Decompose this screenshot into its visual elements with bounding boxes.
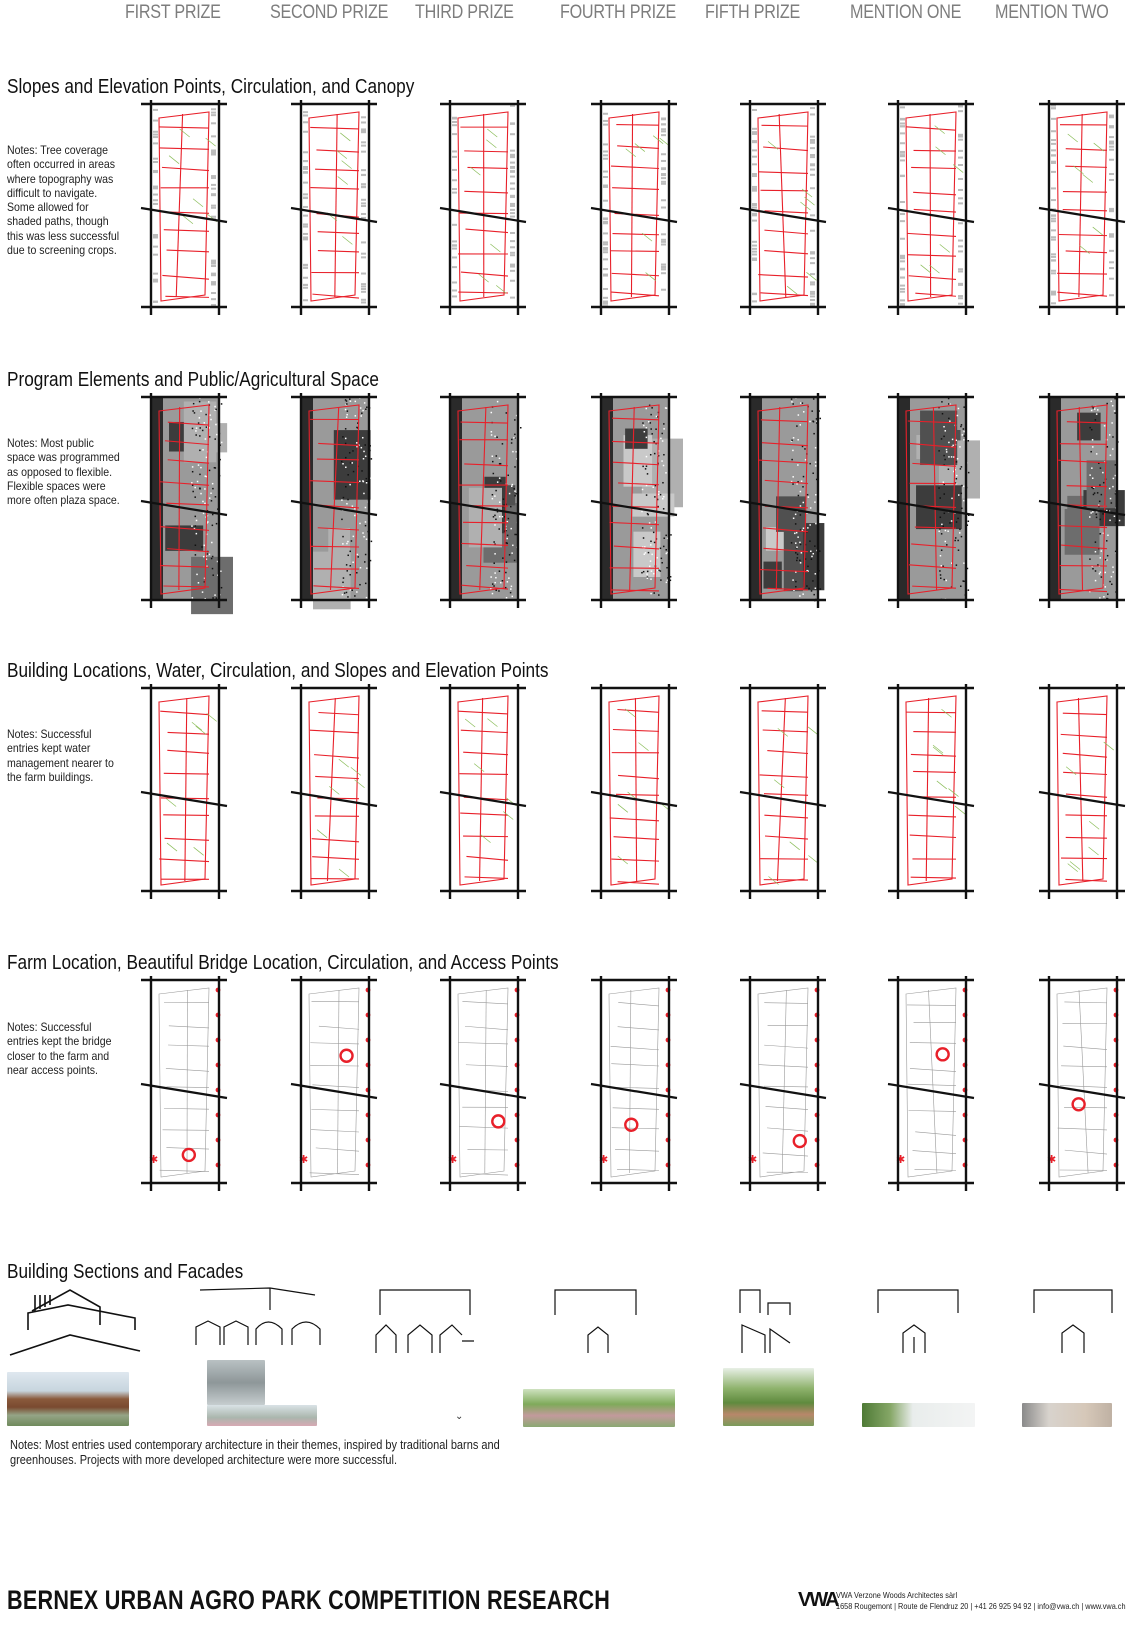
- section-title: Slopes and Elevation Points, Circulation, and Canopy: [7, 76, 415, 98]
- site-plan-diagram: [289, 94, 383, 325]
- column-header-mention-one: MENTION ONE: [850, 2, 962, 23]
- firm-address: 1658 Rougemont | Route de Flendruz 20 | +41 26 925 94 92 | info@vwa.ch | www.vwa.ch: [836, 1601, 1126, 1611]
- svg-text:✱: ✱: [896, 1153, 906, 1166]
- site-plan-diagram: [438, 678, 532, 909]
- section-sketch: [1034, 1290, 1112, 1353]
- svg-text:✱: ✱: [1047, 1153, 1057, 1166]
- rendering-image: [207, 1360, 265, 1405]
- site-plan-diagram: [589, 970, 683, 1201]
- building-sections-row: [0, 1285, 1135, 1455]
- site-plan-diagram: [886, 970, 980, 1201]
- site-plan-diagram: [886, 678, 980, 909]
- site-plan-diagram: [589, 94, 683, 325]
- site-plan-diagram: [886, 94, 980, 325]
- site-plan-diagram: [438, 94, 532, 325]
- section-sketch: [878, 1290, 958, 1353]
- rendering-image: [1022, 1403, 1112, 1427]
- site-plan-diagram: [438, 970, 532, 1201]
- section-notes: Notes: Successful entries kept water management nearer to the farm buildings.: [7, 727, 114, 784]
- site-plan-diagram: [1037, 970, 1131, 1201]
- column-header-fourth-prize: FOURTH PRIZE: [560, 2, 676, 23]
- site-plan-diagram: [139, 94, 233, 325]
- rendering-image: [7, 1372, 129, 1426]
- column-header-mention-two: MENTION TWO: [995, 2, 1109, 23]
- site-plan-diagram: [738, 678, 832, 909]
- site-plan-diagram: [289, 970, 383, 1201]
- column-header-third-prize: THIRD PRIZE: [415, 2, 514, 23]
- section-title: Farm Location, Beautiful Bridge Location, Circulation, and Access Points: [7, 952, 559, 974]
- section-sketch: [376, 1290, 474, 1353]
- site-plan-diagram: [589, 678, 683, 909]
- rendering-image: [207, 1405, 317, 1426]
- column-header-second-prize: SECOND PRIZE: [270, 2, 389, 23]
- section-notes: Notes: Most public space was programmed as opposed to flexible. Flexible spaces were more often plaza space.: [7, 436, 120, 508]
- site-plan-diagram: [139, 678, 233, 909]
- section-sketch: [196, 1288, 320, 1345]
- site-plan-diagram: [738, 94, 832, 325]
- column-header-first-prize: FIRST PRIZE: [125, 2, 221, 23]
- site-plan-diagram: [289, 678, 383, 909]
- column-header-fifth-prize: FIFTH PRIZE: [705, 2, 800, 23]
- section-sketch: [740, 1290, 790, 1353]
- section-title: Building Locations, Water, Circulation, and Slopes and Elevation Points: [7, 660, 549, 682]
- site-plan-diagram: [738, 387, 832, 618]
- site-plan-diagram: [886, 387, 980, 618]
- svg-text:✱: ✱: [599, 1153, 609, 1166]
- section-title: Program Elements and Public/Agricultural Space: [7, 369, 379, 391]
- section-sketch: [555, 1290, 636, 1353]
- svg-text:✱: ✱: [149, 1153, 159, 1166]
- site-plan-diagram: [1037, 387, 1131, 618]
- site-plan-diagram: [1037, 94, 1131, 325]
- site-plan-diagram: [438, 387, 532, 618]
- section-notes: Notes: Tree coverage often occurred in areas where topography was difficult to navigate. Some allowed for shaded paths, though this was less successful due to screening crops.: [7, 143, 120, 258]
- section-sketch: [10, 1290, 140, 1355]
- page-title: BERNEX URBAN AGRO PARK COMPETITION RESEARCH: [7, 1585, 611, 1615]
- site-plan-diagram: [139, 970, 233, 1201]
- svg-text:✱: ✱: [299, 1153, 309, 1166]
- rendering-image: [523, 1389, 675, 1427]
- site-plan-diagram: [589, 387, 683, 618]
- firm-name: VWA Verzone Woods Architectes sàrl: [836, 1590, 958, 1600]
- site-plan-diagram: [1037, 678, 1131, 909]
- section-notes: Notes: Most entries used contemporary architecture in their themes, inspired by traditional barns and greenhouses. Projects with more developed architecture were more successful.: [10, 1438, 500, 1467]
- site-plan-diagram: [289, 387, 383, 618]
- rendering-image: [862, 1403, 975, 1427]
- section-title: Building Sections and Facades: [7, 1261, 244, 1283]
- firm-logo: VWA: [798, 1589, 838, 1611]
- rendering-image: [723, 1368, 814, 1426]
- marker-icon: ⌄: [455, 1411, 464, 1422]
- section-notes: Notes: Successful entries kept the bridge closer to the farm and near access points.: [7, 1020, 112, 1077]
- svg-text:✱: ✱: [448, 1153, 458, 1166]
- firm-contact: [836, 1590, 1126, 1612]
- site-plan-diagram: [139, 387, 233, 618]
- site-plan-diagram: [738, 970, 832, 1201]
- svg-text:✱: ✱: [748, 1153, 758, 1166]
